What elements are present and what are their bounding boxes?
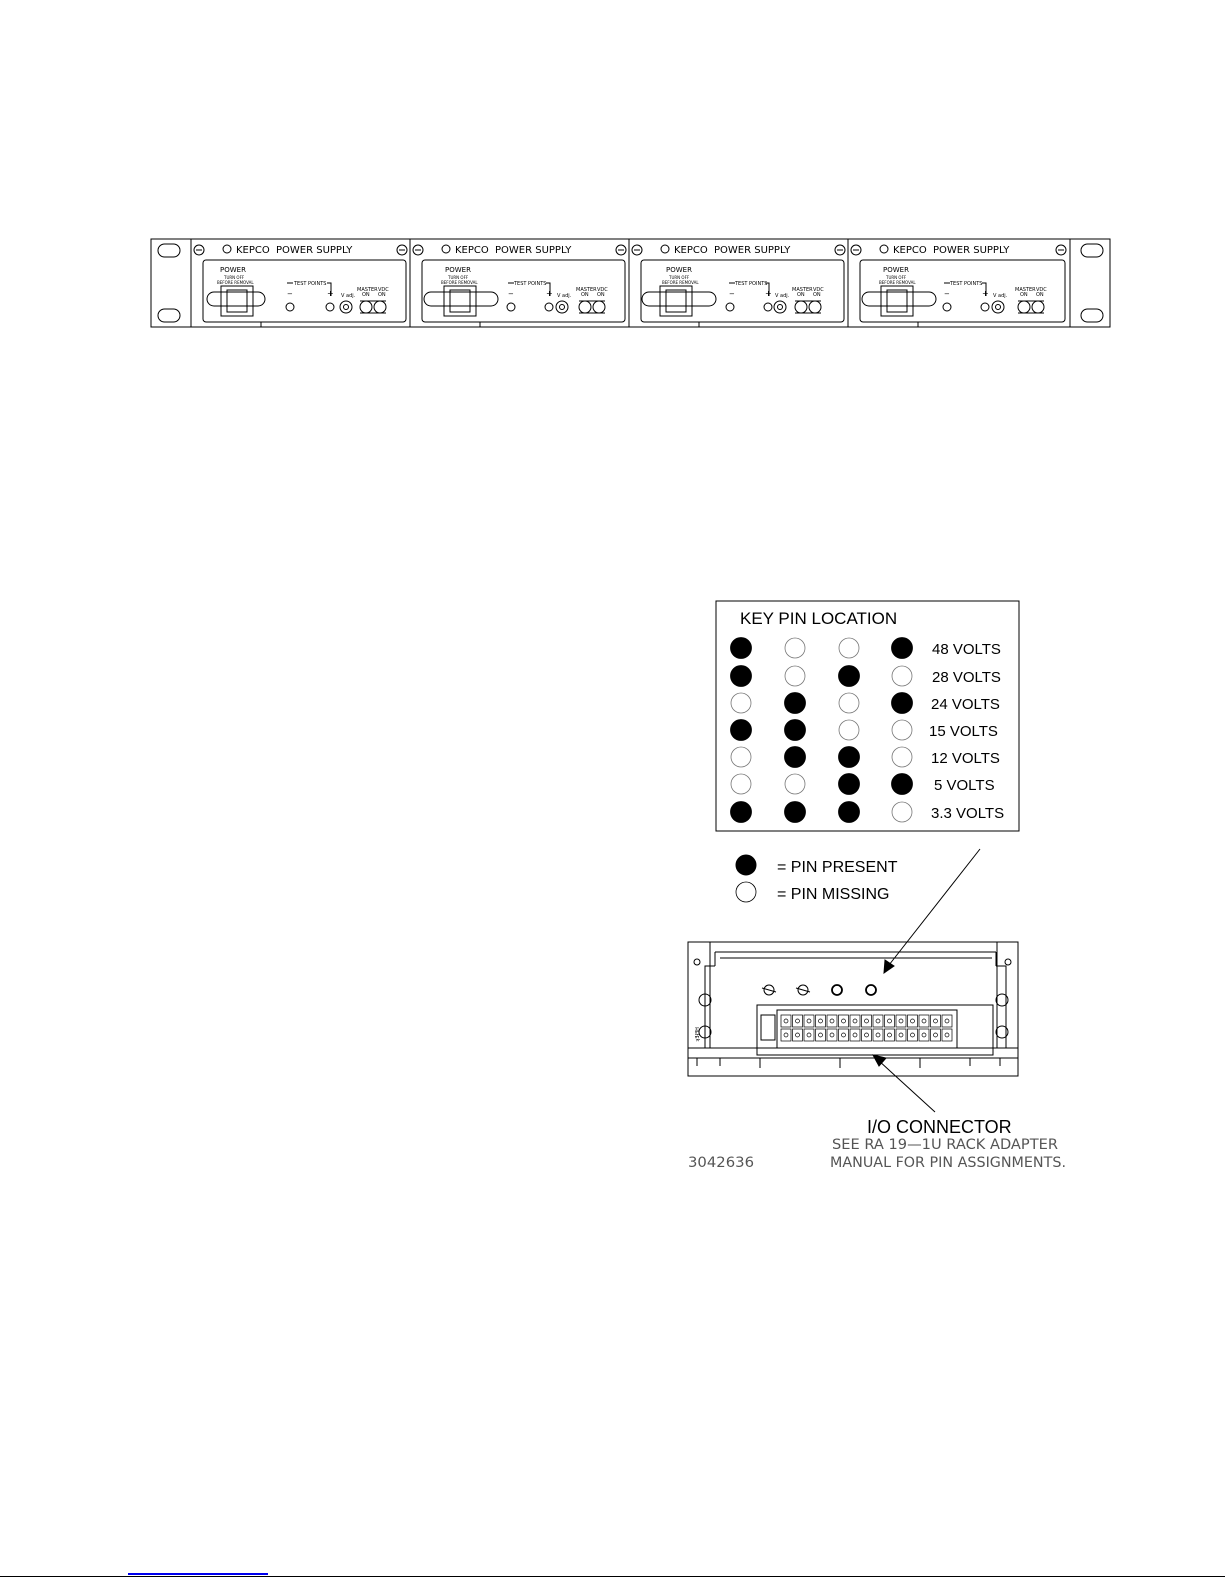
master-label: MASTER [576,287,597,293]
connector-pin [899,1033,903,1037]
kepco-logo-text: KEPCO [674,245,708,256]
connector-pin [934,1033,938,1037]
connector-pin-cell [896,1029,906,1041]
connector-pin-cell [919,1029,929,1041]
connector-pin-cell [931,1029,941,1041]
key-pin-hole [866,985,876,995]
voltage-label: 24 VOLTS [931,696,1000,713]
connector-pin-cell [908,1029,918,1041]
connector-pin-cell [850,1015,860,1027]
connector-pin-cell [804,1015,814,1027]
power-note-1: TURN OFF [669,275,690,280]
connector-pin-cell [908,1015,918,1027]
pin-missing-dot [785,774,805,794]
vdc-on-label: ON [378,292,386,298]
pin-present-dot [839,666,860,687]
key-pin-location-table [716,601,1019,831]
power-note-1: TURN OFF [886,275,907,280]
connector-drawing [688,942,1018,1076]
kepco-logo-text: KEPCO [455,245,489,256]
pin-present-dot [839,802,860,823]
master-on-led [795,301,807,313]
vdc-on-label: ON [597,292,605,298]
connector-pin-cell [942,1029,952,1041]
pin-missing-dot [892,747,912,767]
pin-present-dot [731,802,752,823]
test-point-minus[interactable] [286,303,294,311]
power-supply-module [191,239,410,327]
connector-pin [853,1033,857,1037]
pin-missing-dot [731,774,751,794]
connector-pin-cell [919,1015,929,1027]
pin-missing-dot [892,666,912,686]
pin-missing-dot [892,802,912,822]
connector-note-line-1: SEE RA 19—1U RACK ADAPTER [832,1137,1059,1153]
connector-pin-cell [862,1015,872,1027]
connector-pin-cell [816,1015,826,1027]
minus-label: − [287,290,293,298]
vdc-label: VDC [597,287,608,293]
drawing-number: 3042636 [688,1155,755,1171]
connector-pin [911,1033,915,1037]
pin-present-dot [785,802,806,823]
master-label: MASTER [792,287,813,293]
power-supply-module [410,239,629,327]
minus-label: − [508,290,514,298]
connector-pin [888,1033,892,1037]
connector-pin [853,1019,857,1023]
connector-pin-cell [850,1029,860,1041]
master-on-led [360,301,372,313]
power-supply-module [848,239,1070,327]
pin-missing-dot [839,638,859,658]
master-label: MASTER [357,287,378,293]
plus-label: + [327,289,334,298]
kepco-logo-text: KEPCO [236,245,270,256]
connector-pin [784,1019,788,1023]
voltage-adjust[interactable] [340,301,352,313]
master-label: MASTER [1015,287,1036,293]
connector-pin [945,1019,949,1023]
master-on-label: ON [1020,292,1028,298]
connector-pin [865,1033,869,1037]
module-title: POWER SUPPLY [495,245,572,256]
connector-pin-cell [931,1015,941,1027]
connector-pin-cell [804,1029,814,1041]
pin-missing-dot [839,720,859,740]
connector-pin [830,1019,834,1023]
vdc-on-label: ON [813,292,821,298]
svg-text:ʞƎɈƎH: ʞƎɈƎH [695,1027,701,1042]
voltage-label: 28 VOLTS [932,669,1001,686]
rack-ear-right [1070,239,1110,327]
voltage-adjust[interactable] [556,301,568,313]
pin-present-dot [892,693,913,714]
test-point-minus[interactable] [726,303,734,311]
vdc-on-label: ON [1036,292,1044,298]
master-on-led [1018,301,1030,313]
vdc-on-led [809,301,821,313]
connector-pin [807,1019,811,1023]
power-note-2: BEFORE REMOVAL [662,280,699,285]
key-pin-title: KEY PIN LOCATION [740,609,898,628]
test-point-plus[interactable] [981,303,989,311]
connector-pin [784,1033,788,1037]
connector-pin-cell [781,1015,791,1027]
connector-pin-cell [873,1015,883,1027]
test-point-plus[interactable] [545,303,553,311]
voltage-label: 15 VOLTS [929,723,998,740]
power-label: POWER [220,266,246,274]
connector-pin-cell [793,1029,803,1041]
test-points-label: TEST POINTS [950,281,983,287]
connector-pin [842,1019,846,1023]
vdc-label: VDC [1036,287,1047,293]
test-point-minus[interactable] [507,303,515,311]
master-on-label: ON [797,292,805,298]
pin-legend [736,855,898,903]
connector-pin [922,1019,926,1023]
connector-pin-cell [862,1029,872,1041]
voltage-label: 48 VOLTS [932,641,1001,658]
power-label: POWER [445,266,471,274]
connector-pin [922,1033,926,1037]
connector-pin-cell [885,1015,895,1027]
power-note-2: BEFORE REMOVAL [441,280,478,285]
minus-label: − [944,290,950,298]
pin-missing-dot [839,693,859,713]
legend-pin-missing: = PIN MISSING [777,886,890,903]
module-title: POWER SUPPLY [714,245,791,256]
module-title: POWER SUPPLY [933,245,1010,256]
pin-missing-dot [785,638,805,658]
power-label: POWER [883,266,909,274]
voltage-label: 3.3 VOLTS [931,805,1005,822]
rack-front-panel [151,239,1110,327]
footer-link-underline[interactable] [128,1573,268,1575]
connector-pin-cell [942,1015,952,1027]
pin-present-dot [892,638,913,659]
pin-present-dot [731,638,752,659]
pin-missing-dot [892,720,912,740]
pin-missing-dot [731,747,751,767]
rack-ear-left [151,239,191,327]
connector-pin [842,1033,846,1037]
connector-pin [819,1033,823,1037]
pin-missing-dot [785,666,805,686]
plus-label: + [765,289,772,298]
connector-pin-cell [896,1015,906,1027]
pin-grid [731,638,913,823]
master-on-label: ON [362,292,370,298]
test-points-label: TEST POINTS [294,281,327,287]
pin-present-dot [892,774,913,795]
connector-pin [911,1019,915,1023]
voltage-label: 12 VOLTS [931,750,1000,767]
vdc-label: VDC [813,287,824,293]
pin-missing-dot [731,693,751,713]
connector-pin [888,1019,892,1023]
connector-pin [876,1033,880,1037]
io-connector-title: I/O CONNECTOR [867,1117,1012,1137]
master-on-label: ON [581,292,589,298]
connector-pin [899,1019,903,1023]
connector-pin-cell [816,1029,826,1041]
voltage-adjust[interactable] [774,301,786,313]
connector-pin [934,1019,938,1023]
power-note-1: TURN OFF [224,275,245,280]
test-points-label: TEST POINTS [735,281,768,287]
connector-pin-cell [827,1015,837,1027]
connector-pin-cell [839,1015,849,1027]
vdc-on-led [1032,301,1044,313]
connector-pin [945,1033,949,1037]
test-points-label: TEST POINTS [514,281,547,287]
connector-pin-cell [827,1029,837,1041]
connector-pin [796,1033,800,1037]
plus-label: + [546,289,553,298]
pin-present-dot [839,774,860,795]
pin-present-dot [731,666,752,687]
master-on-led [579,301,591,313]
module-title: POWER SUPPLY [276,245,353,256]
connector-pin-cell [839,1029,849,1041]
connector-pin-cell [873,1029,883,1041]
voltage-labels [929,641,1004,822]
test-point-plus[interactable] [764,303,772,311]
test-point-plus[interactable] [326,303,334,311]
pin-present-dot [785,693,806,714]
footer-rule [0,1576,1225,1577]
pin-missing-symbol [736,882,756,902]
vadj-label: V adj. [993,293,1008,299]
vdc-label: VDC [378,287,389,293]
pin-present-dot [785,747,806,768]
connector-pin [796,1019,800,1023]
power-note-1: TURN OFF [448,275,469,280]
pin-present-dot [785,720,806,741]
connector-pin [807,1033,811,1037]
minus-label: − [729,290,735,298]
power-label: POWER [666,266,692,274]
kepco-logo-text: KEPCO [893,245,927,256]
voltage-adjust[interactable] [992,301,1004,313]
connector-pin-cell [885,1029,895,1041]
vadj-label: V adj. [775,293,790,299]
connector-pin-cell [781,1029,791,1041]
connector-pin [865,1019,869,1023]
pin-present-dot [731,720,752,741]
power-note-2: BEFORE REMOVAL [217,280,254,285]
connector-note-line-2: MANUAL FOR PIN ASSIGNMENTS. [830,1155,1066,1171]
connector-pin [876,1019,880,1023]
vadj-label: V adj. [341,293,356,299]
pin-present-dot [839,747,860,768]
connector-pin-cell [793,1015,803,1027]
vdc-on-led [593,301,605,313]
vadj-label: V adj. [557,293,572,299]
vdc-on-led [374,301,386,313]
power-note-2: BEFORE REMOVAL [879,280,916,285]
voltage-label: 5 VOLTS [934,777,995,794]
test-point-minus[interactable] [943,303,951,311]
key-pin-hole [832,985,842,995]
connector-pin [830,1033,834,1037]
connector-pin [819,1019,823,1023]
pin-present-symbol [736,855,756,875]
power-supply-module [629,239,848,327]
legend-pin-present: = PIN PRESENT [777,859,898,876]
plus-label: + [982,289,989,298]
